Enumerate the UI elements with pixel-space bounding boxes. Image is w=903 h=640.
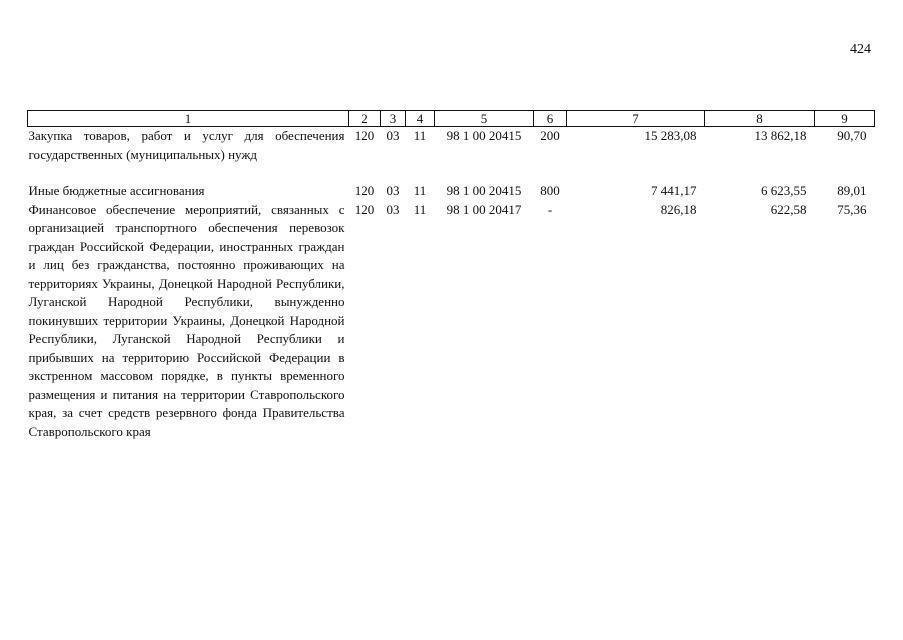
- row-code-3: 03: [386, 183, 400, 198]
- row-code-4: 11: [413, 128, 427, 143]
- row-value-7: 15 283,08: [644, 128, 697, 143]
- table-header-row: [28, 111, 875, 127]
- row-value-8: 6 623,55: [761, 183, 807, 198]
- header-col-5: 5: [435, 111, 534, 127]
- row-code-4: 11: [413, 183, 427, 198]
- row-code-5: 98 1 00 20415: [446, 183, 522, 198]
- budget-table: [27, 110, 875, 441]
- row-code-2: 120: [354, 183, 375, 198]
- row-value-9: 90,70: [837, 128, 867, 143]
- row-description: Финансовое обеспечение мероприятий, связанных с организацией транспортного обеспечения перевозок граждан Российской Федерации, иностранных граждан и лиц без гражданства, постоянно проживающих на территориях Украины, Донецкой Народной Республики, Луганской Народной Республики, вынужденно покинувших территории Украины, Донецкой Народной Республики, Луганской Народной Республики и прибывших на территорию Российской Федерации в экстренном массовом порядке, в пункты временного размещения и питания на территории Ставропольского края, за счет средств резервного фонда Правительства Ставропольского края: [28, 201, 345, 439]
- table-row: [28, 182, 875, 201]
- header-col-1: 1: [28, 111, 349, 127]
- row-value-7: 7 441,17: [651, 183, 697, 198]
- row-value-8: 13 862,18: [754, 128, 807, 143]
- row-code-2: 120: [354, 128, 375, 143]
- row-description: Иные бюджетные ассигнования: [28, 183, 205, 198]
- header-col-9: 9: [815, 111, 875, 127]
- row-code-6: 200: [540, 128, 560, 143]
- table-row: [28, 201, 875, 442]
- row-code-3: 03: [386, 128, 400, 143]
- row-value-9: 75,36: [837, 201, 867, 217]
- table-spacer-row: [28, 164, 875, 182]
- row-code-3: 03: [386, 201, 400, 217]
- row-code-4: 11: [413, 201, 427, 217]
- page-number: 424: [850, 42, 871, 57]
- row-code-6: 800: [540, 183, 560, 198]
- row-value-9: 89,01: [837, 183, 867, 198]
- header-col-2: 2: [349, 111, 381, 127]
- header-col-4: 4: [406, 111, 435, 127]
- row-code-5: 98 1 00 20417: [446, 201, 522, 217]
- row-value-7: 826,18: [660, 201, 697, 217]
- header-col-8: 8: [705, 111, 815, 127]
- table-row: [28, 127, 875, 165]
- row-value-8: 622,58: [770, 201, 807, 217]
- row-code-2: 120: [354, 201, 375, 217]
- header-col-7: 7: [567, 111, 705, 127]
- row-description: Закупка товаров, работ и услуг для обеспечения государственных (муниципальных) нужд: [28, 128, 345, 162]
- row-code-5: 98 1 00 20415: [446, 128, 522, 143]
- header-col-3: 3: [381, 111, 406, 127]
- row-code-6: -: [547, 201, 553, 217]
- header-col-6: 6: [534, 111, 567, 127]
